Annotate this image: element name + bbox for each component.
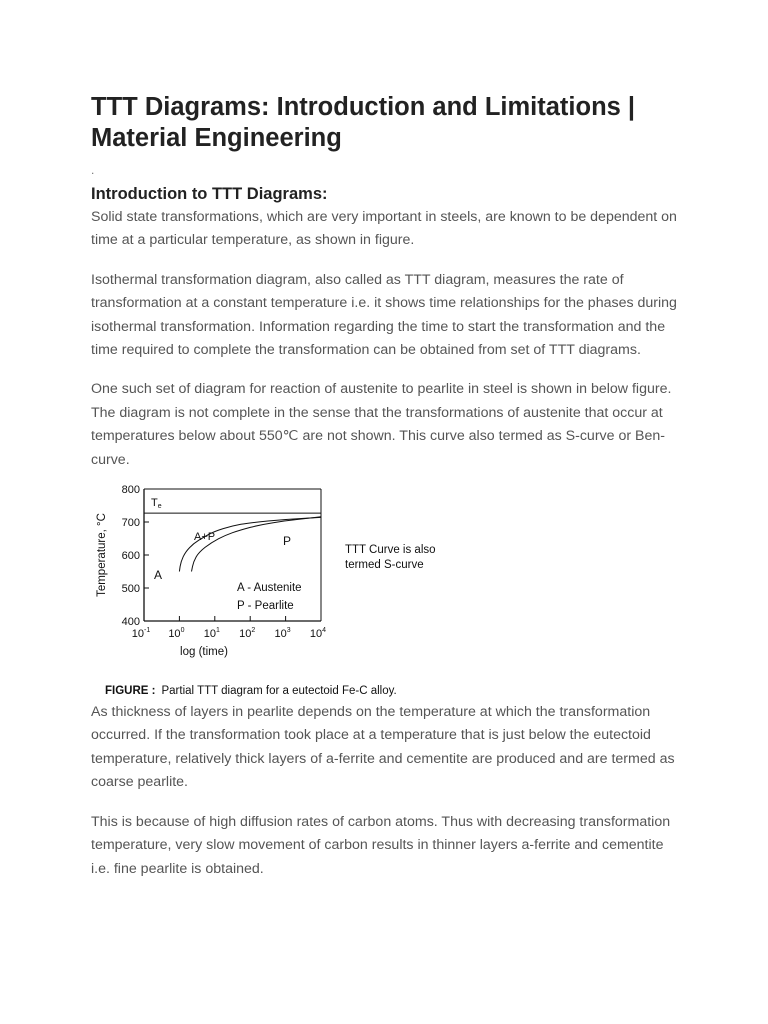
y-tick-label: 400 [121,616,140,629]
section-heading: Introduction to TTT Diagrams: [91,185,328,203]
side-note-line: TTT Curve is also [345,544,436,557]
start-curve [179,517,321,571]
region-label-mixed: A+P [194,531,216,544]
paragraph: As thickness of layers in pearlite depends on the temperature at which the transformation occurred. If the transformation took place at a temperature that is just below the eutectoid temperature, relatively thick layers of a-ferrite and cementite are produced and are termed as coarse pearlite. [91,704,675,791]
x-tick-label: $10^1$ [203,627,220,641]
figure-caption [105,684,681,698]
region-label-pearlite: P [283,534,292,549]
figure-caption-text: Partial TTT diagram for a eutectoid Fe-C alloy. [161,685,397,698]
article [91,92,681,881]
region-label-austenite: A [154,568,163,583]
separator-dot: . [91,163,95,177]
y-axis-label: Temperature, °C [96,513,108,597]
x-tick-label: $10^4$ [309,627,327,641]
te-label: Te [151,497,162,511]
legend-line: A - Austenite [237,582,302,595]
x-ticks [132,616,326,640]
side-note-line: termed S-curve [345,559,424,572]
paragraph: Isothermal transformation diagram, also called as TTT diagram, measures the rate of transformation at a constant temperature i.e. it shows time relationships for the phases during isothermal transformation. Information regarding the time to start the transformation and the time required to complete the transformation can be obtained from set of TTT diagrams. [91,271,677,359]
x-tick-label: $10^0$ [168,627,185,641]
page-title: TTT Diagrams: Introduction and Limitations | Material Engineering [91,93,636,152]
x-tick-label: $10^{-1}$ [131,627,151,641]
y-tick-label: 500 [121,583,140,596]
y-tick-label: 800 [121,484,140,497]
y-tick-label: 600 [121,550,140,563]
ttt-chart [91,483,491,683]
finish-curve [192,517,322,572]
paragraph: This is because of high diffusion rates of carbon atoms. Thus with decreasing transformation temperature, very slow movement of carbon results in thinner layers a-ferrite and cementite i.e. fine pearlite is obtained. [91,813,671,877]
y-tick-label: 700 [121,517,140,530]
x-axis-label: log (time) [180,646,228,659]
x-tick-label: $10^2$ [239,627,256,641]
legend-line: P - Pearlite [237,600,294,613]
paragraph: One such set of diagram for reaction of austenite to pearlite in steel is shown in below figure. The diagram is not complete in the sense that the transformations of austenite that occur at temperatures below about 550℃ are not shown. This curve also termed as S-curve or Ben-curve. [91,381,672,468]
x-tick-label: $10^3$ [274,627,291,641]
ttt-diagram-figure [91,483,491,683]
paragraph: Solid state transformations, which are very important in steels, are known to be dependent on time at a particular temperature, as shown in figure. [91,209,677,249]
y-ticks [122,484,149,628]
figure-caption-label: FIGURE : [105,685,156,698]
